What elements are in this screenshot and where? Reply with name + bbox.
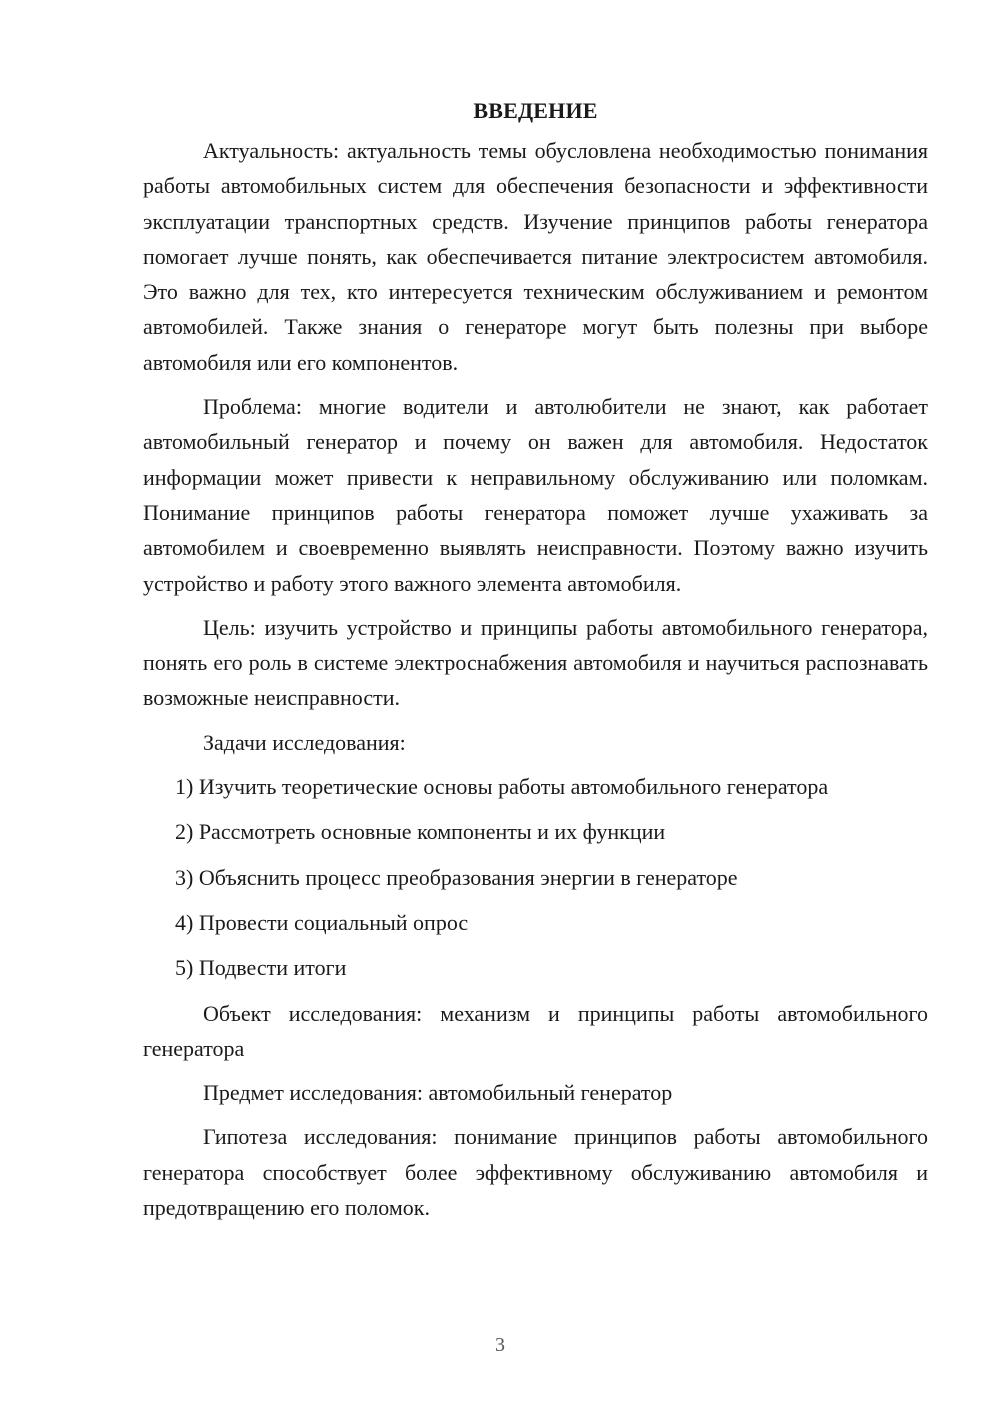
page-body: [143, 96, 928, 1234]
task-item: 2) Рассмотреть основные компоненты и их функции: [175, 819, 666, 845]
task-item: 1) Изучить теоретические основы работы автомобильного генератора: [175, 774, 829, 800]
page-number: 3: [495, 1334, 505, 1356]
paragraph-subject: Предмет исследования: автомобильный генератор: [203, 1080, 673, 1106]
task-item: 5) Подвести итоги: [175, 955, 347, 981]
paragraph-goal: Цель: изучить устройство и принципы работы автомобильного генератора, понять его роль в системе электроснабжения автомобиля и научиться распознавать возможные неисправности.: [143, 614, 928, 711]
task-item: 4) Провести социальный опрос: [175, 909, 469, 935]
paragraph-problem: Проблема: многие водители и автолюбители не знают, как работает автомобильный генератор и почему он важен для автомобиля. Недостаток информации может привести к неправильному обслуживанию или поломкам. Понимание принципов работы генератора поможет лучше ухаживать за автомобилем и своевременно выявлять неисправности. Поэтому важно изучить устройство и работу этого важного элемента автомобиля.: [143, 394, 928, 596]
tasks-list: [143, 769, 928, 985]
paragraph-relevance: Актуальность: актуальность темы обусловлена необходимостью понимания работы автомобильных систем для обеспечения безопасности и эффективности эксплуатации транспортных средств. Изучение принципов работы генератора помогает лучше понять, как обеспечивается питание электросистем автомобиля. Это важно для тех, кто интересуется техническим обслуживанием и ремонтом автомобилей. Также знания о генераторе могут быть полезны при выборе автомобиля или его компонентов.: [143, 138, 928, 375]
paragraph-object: Объект исследования: механизм и принципы работы автомобильного генератора: [143, 1000, 928, 1061]
section-title: ВВЕДЕНИЕ: [473, 98, 598, 123]
task-item: 3) Объяснить процесс преобразования энергии в генераторе: [175, 864, 738, 890]
tasks-heading: Задачи исследования:: [203, 729, 406, 755]
paragraph-hypothesis: Гипотеза исследования: понимание принципов работы автомобильного генератора способствует более эффективному обслуживанию автомобиля и предотвращению его поломок.: [143, 1124, 928, 1221]
